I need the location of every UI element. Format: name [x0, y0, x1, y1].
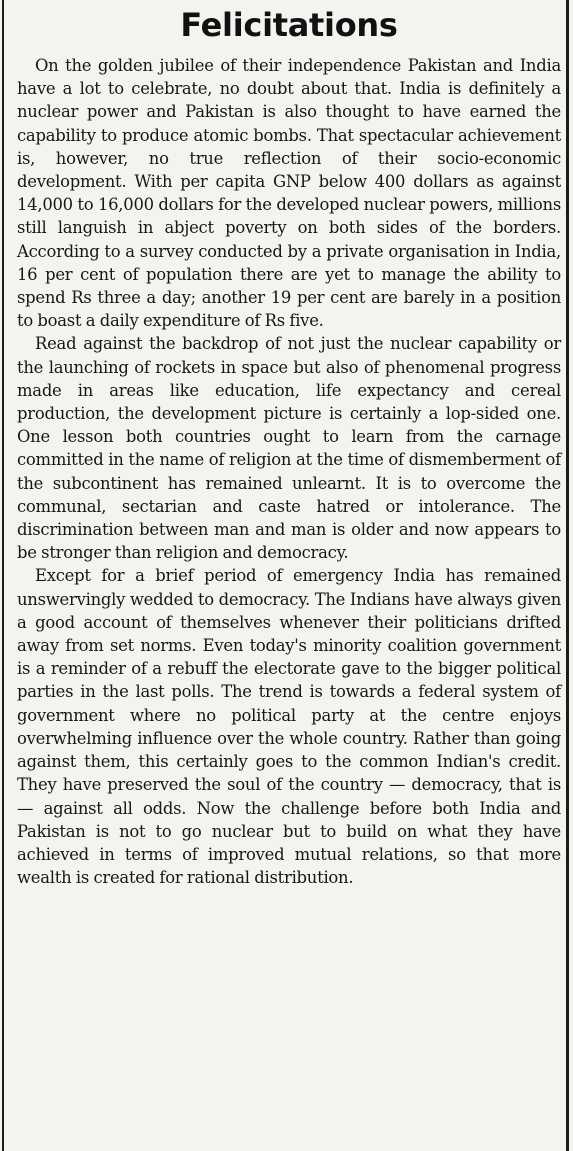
left-column-rule — [2, 0, 4, 1151]
article-paragraph-1: On the golden jubilee of their independence Pakistan and India have a lot to celebrate, no doubt about that. India is definitely a nuclear power and Pakistan is also thought to have earned the capability to produce atomic bombs. That spectacular achievement is, however, no true reflection of their socio-economic development. With per capita GNP below 400 dollars as against 14,000 to 16,000 dollars for the developed nuclear powers, millions still languish in abject poverty on both sides of the borders. According to a survey conducted by a private organisation in India, 16 per cent of population there are yet to manage the ability to spend Rs three a day; another 19 per cent are barely in a position to boast a daily expenditure of Rs five. — [17, 56, 561, 331]
right-column-rule — [566, 0, 569, 1151]
article-column — [17, 0, 561, 1151]
article-paragraph-2: Read against the backdrop of not just the nuclear capability or the launching of rockets in space but also of phenomenal progress made in areas like education, life expectancy and cereal production, the development picture is certainly a lop-sided one. One lesson both countries ought to learn from the carnage committed in the name of religion at the time of dismemberment of the subcontinent has remained unlearnt. It is to overcome the communal, sectarian and caste hatred or intolerance. The discrimination between man and man is older and now appears to be stronger than religion and democracy. — [17, 334, 561, 563]
article-paragraph-3: Except for a brief period of emergency India has remained unswervingly wedded to democracy. The Indians have always given a good account of themselves whenever their politicians drifted away from set norms. Even today's minority coalition government is a reminder of a rebuff the electorate gave to the bigger political parties in the last polls. The trend is towards a federal system of government where no political party at the centre enjoys overwhelming influence over the whole country. Rather than going against them, this certainly goes to the common Indian's credit. They have preserved the soul of the country — democracy, that is — against all odds. Now the challenge before both India and Pakistan is not to go nuclear but to build on what they have achieved in terms of improved mutual relations, so that more wealth is created for rational distribution. — [17, 566, 561, 888]
article-headline: Felicitations — [180, 6, 398, 44]
